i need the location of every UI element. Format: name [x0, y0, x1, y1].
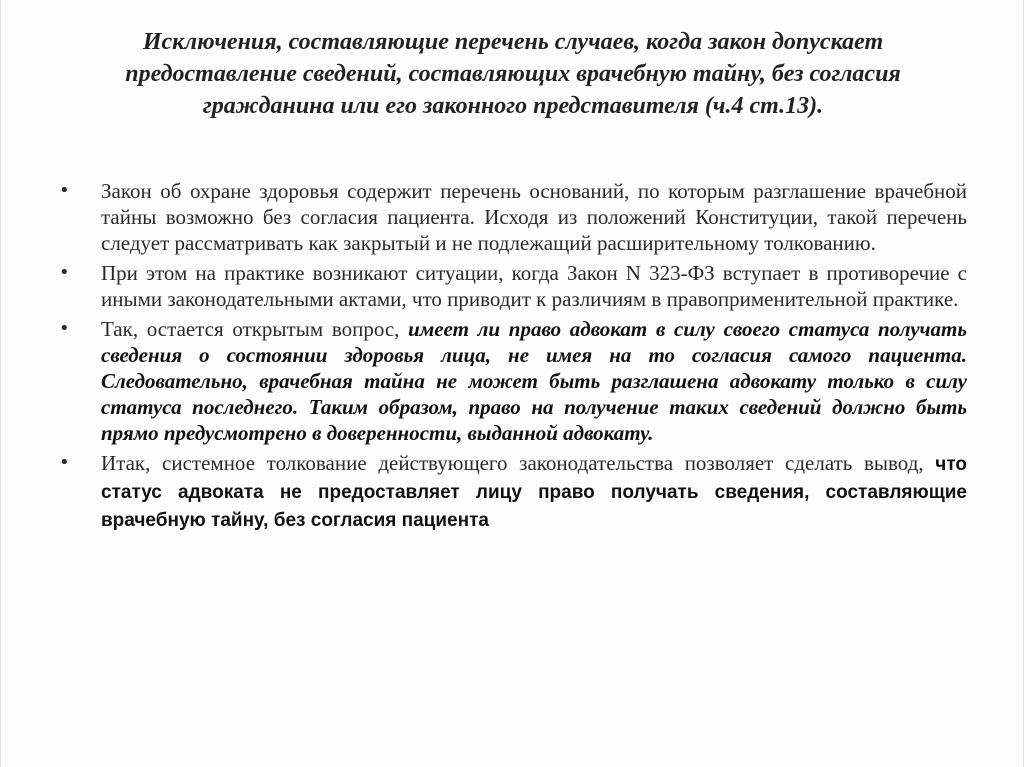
- bullet-icon: •: [59, 262, 70, 283]
- bullet-item-2: [59, 260, 967, 312]
- slide-title: Исключения, составляющие перечень случаев, когда закон допускает предоставление сведений, составляющих врачебную тайну, без согласия гражданина или его законного представителя (ч.4 ст.13).: [125, 29, 901, 119]
- bullet-icon: •: [59, 318, 70, 339]
- bullet-item-1: [59, 178, 967, 256]
- bullet-item-4: [59, 450, 967, 534]
- bullet-lead-text: Так, остается открытым вопрос,: [101, 317, 409, 341]
- bullet-text: Закон об охране здоровья содержит перечень оснований, по которым разглашение врачебной тайны возможно без согласия пациента. Исходя из положений Конституции, такой перечень следует рассматривать как закрытый и не подлежащий расширительному толкованию.: [101, 179, 967, 255]
- bullet-emphasis-text: имеет ли право адвокат в силу своего статуса получать сведения о состоянии здоровья лица, не имея на то согласия самого пациента. Следовательно, врачебная тайна не может быть разглашена адвокату только в силу статуса последнего. Таким образом, право на получение таких сведений должно быть прямо предусмотрено в доверенности, выданной адвокату.: [101, 317, 967, 445]
- bullet-item-3: [59, 316, 967, 446]
- bullet-emphasis-text: что статус адвоката не предоставляет лицу право получать сведения, составляющие врачебную тайну, без согласия пациента: [101, 454, 967, 531]
- bullet-list: [59, 178, 967, 538]
- bullet-lead-text: Итак, системное толкование действующего законодательства позволяет сделать вывод,: [101, 451, 936, 475]
- bullet-icon: •: [59, 452, 70, 473]
- bullet-icon: •: [59, 180, 70, 201]
- bullet-text: При этом на практике возникают ситуации, когда Закон N 323-ФЗ вступает в противоречие с иными законодательными актами, что приводит к различиям в правоприменительной практике.: [101, 261, 967, 311]
